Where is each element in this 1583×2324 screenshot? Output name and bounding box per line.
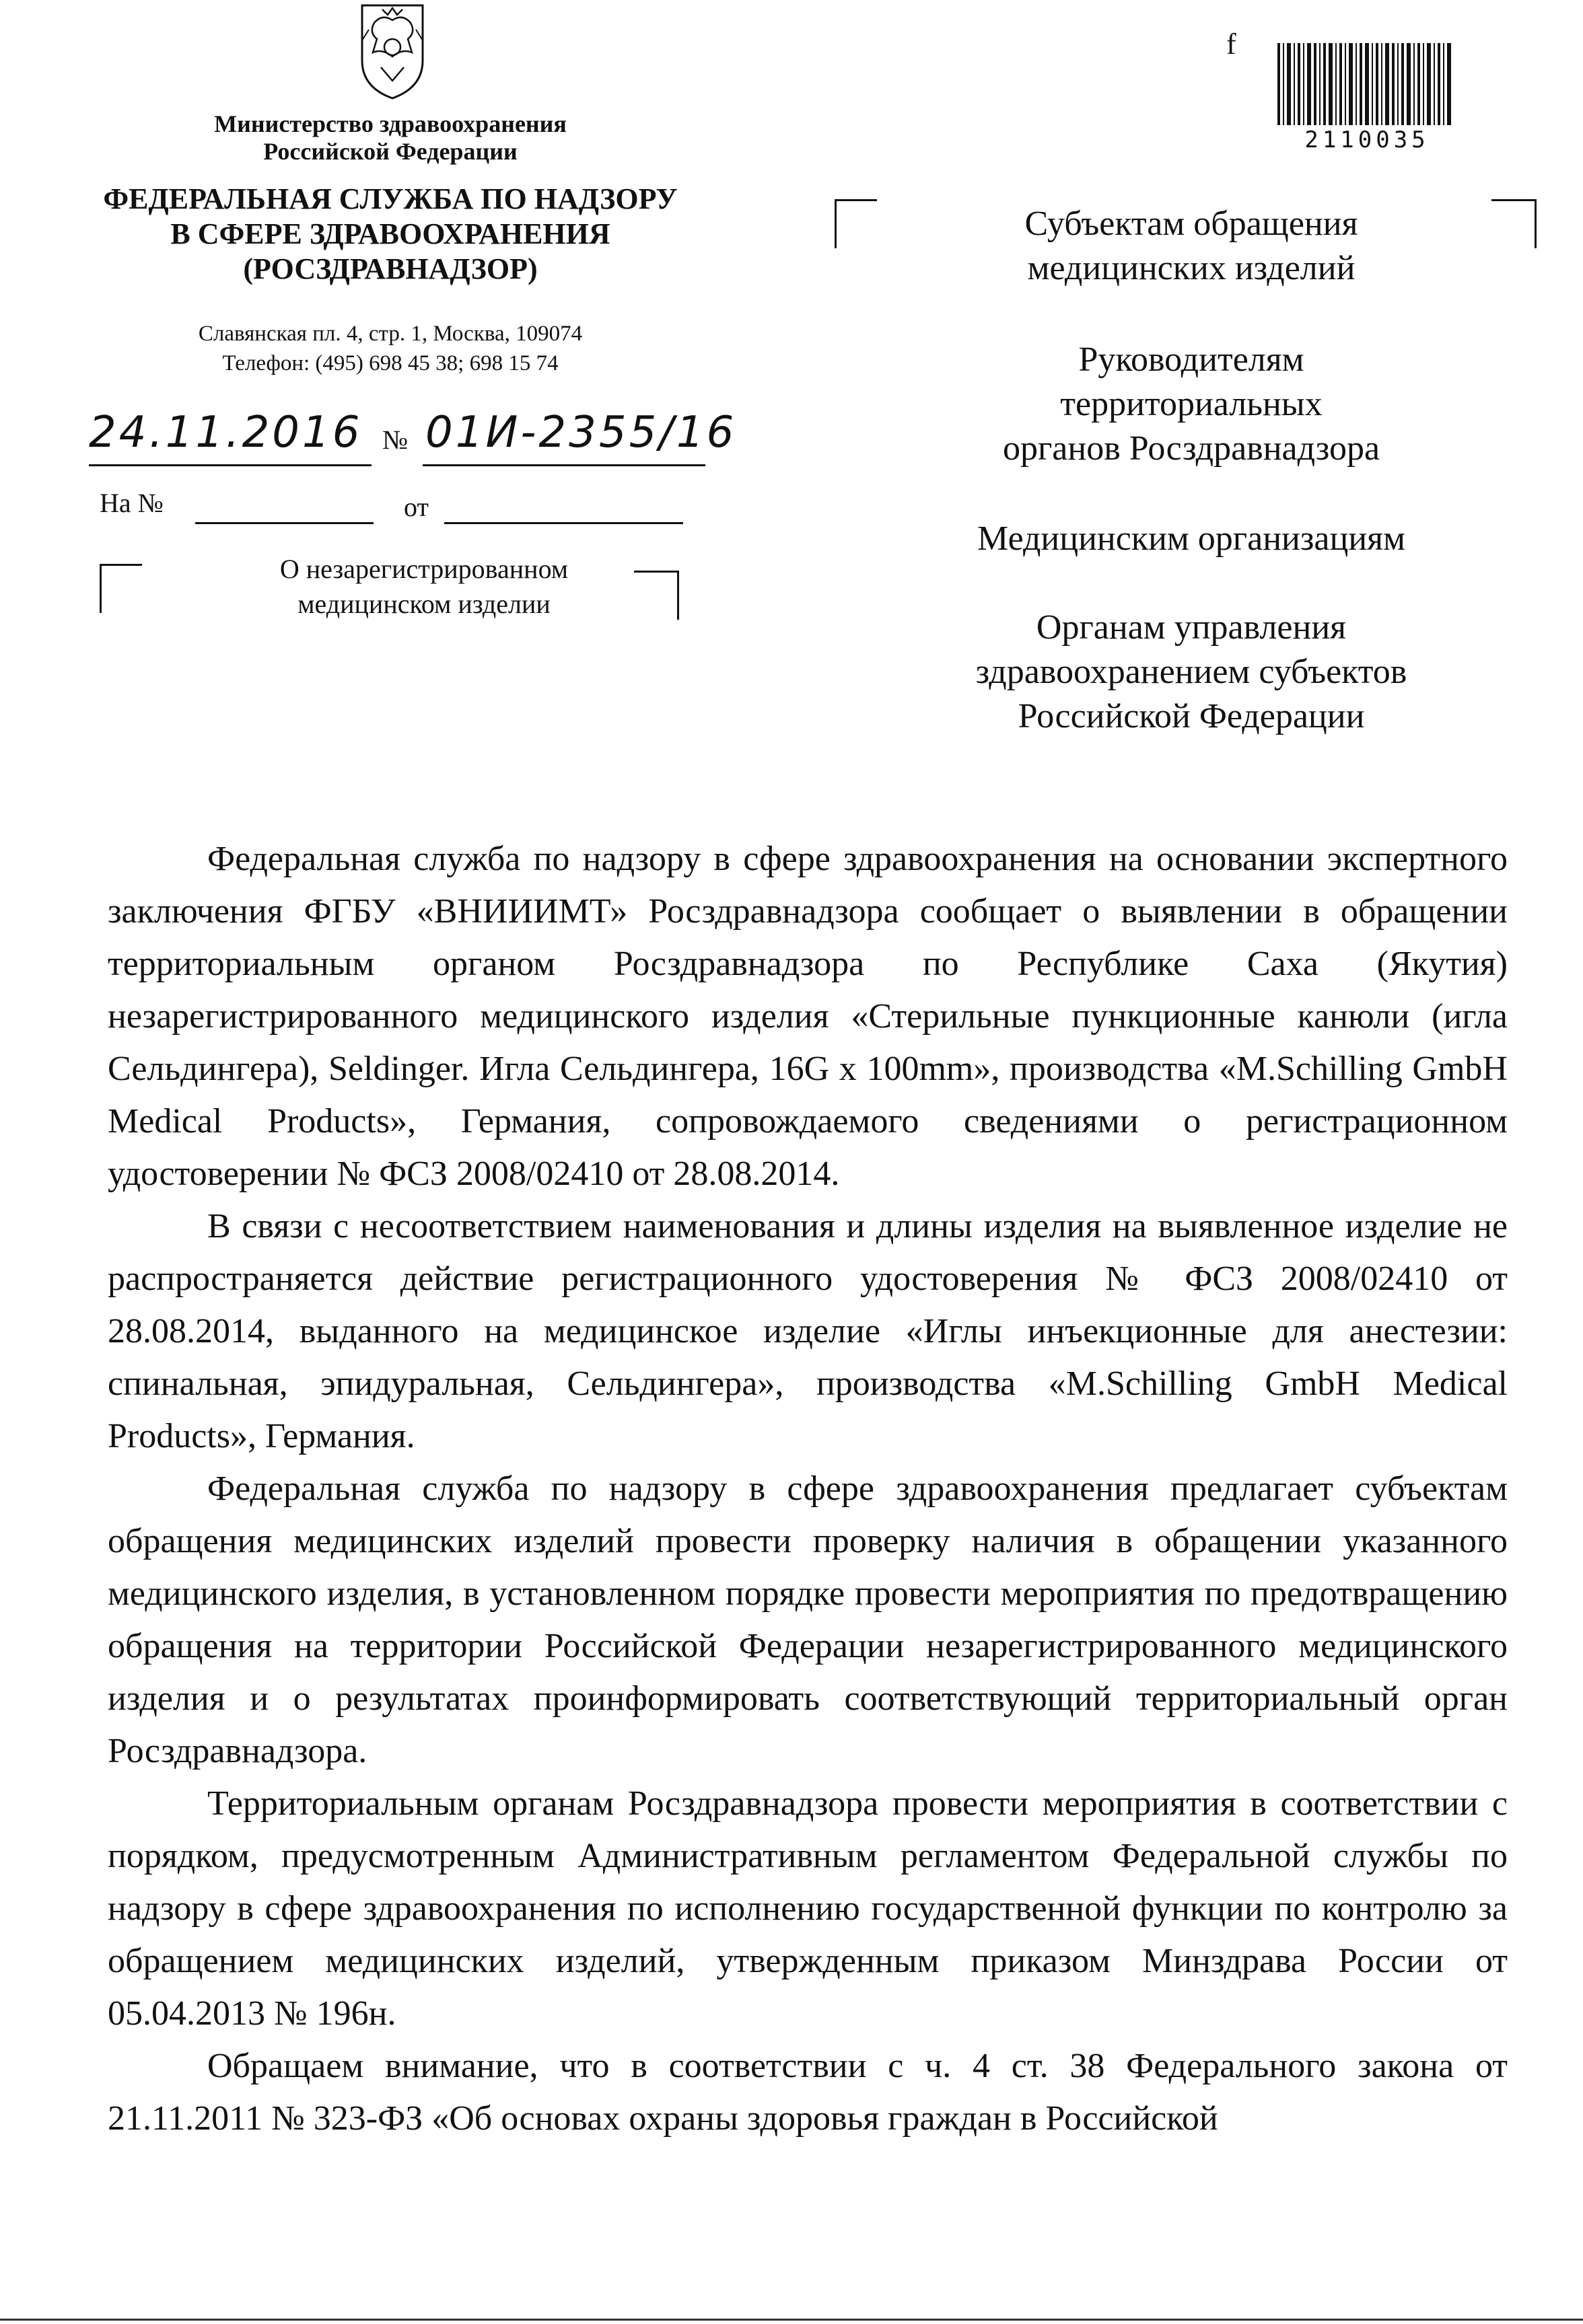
service-name-line3: (РОСЗДРАВНАДЗОР) xyxy=(243,252,538,285)
subject-line1: О незарегистрированном xyxy=(279,554,569,584)
body-paragraph: Обращаем внимание, что в соответствии с ч. 4 ст. 38 Федерального закона от 21.11.2011 № 323-ФЗ «Об основах охраны здоровья граждан в Российской xyxy=(108,2047,1508,2138)
service-name-line1: ФЕДЕРАЛЬНАЯ СЛУЖБА ПО НАДЗОРУ xyxy=(103,182,678,215)
recipient-territorial-heads xyxy=(895,338,1487,471)
recipient-line: Субъектам обращения xyxy=(1024,205,1358,243)
reply-from-label: от xyxy=(404,492,429,522)
body-paragraph: Территориальным органам Росздравнадзора провести мероприятия в соответствии с порядком, предусмотренным Административным регламентом Федеральной службы по надзору в сфере здравоохранения по исполнению государственной функции по контролю за обращением медицинских изделий, утвержденным приказом Минздрава России от 05.04.2013 № 196н. xyxy=(108,1784,1508,2033)
ministry-name-line1: Министерство здравоохранения xyxy=(214,110,567,137)
service-name-line2: В СФЕРЕ ЗДРАВООХРАНЕНИЯ xyxy=(170,217,610,250)
recipient-line: Органам управления xyxy=(1036,608,1347,647)
date-underline xyxy=(89,464,372,466)
recipient-line: органов Росздравнадзора xyxy=(1002,429,1380,468)
letter-number: 01И-2355/16 xyxy=(425,408,737,458)
service-address: Славянская пл. 4, стр. 1, Москва, 109074 xyxy=(198,322,583,346)
letter-date: 24.11.2016 xyxy=(89,408,363,458)
recipients-bracket-right xyxy=(1491,199,1537,248)
recipients-bracket-left xyxy=(835,199,877,248)
body-paragraph: Федеральная служба по надзору в сфере здравоохранения предлагает субъектам обращения медицинских изделий провести проверку наличия в обращении указанного медицинского изделия, в установленном порядке провести мероприятия по предотвращению обращения на территории Российской Федерации незарегистрированного медицинского изделия и о результатах проинформировать соответствующий территориальный орган Росздравнадзора. xyxy=(108,1469,1508,1770)
handwritten-mark: f xyxy=(1226,28,1236,61)
letter-body xyxy=(108,833,1508,2145)
recipient-line: территориальных xyxy=(1060,385,1323,423)
subject-bracket-right xyxy=(634,571,679,620)
recipient-medical-organizations xyxy=(895,517,1487,561)
reply-number-label: На № xyxy=(100,488,164,518)
reply-number-blank xyxy=(195,522,374,524)
barcode-number: 2110035 xyxy=(1304,126,1430,153)
barcode xyxy=(1277,43,1452,125)
number-underline xyxy=(423,464,705,466)
reply-from-blank xyxy=(444,522,683,524)
recipient-line: медицинских изделий xyxy=(1027,249,1356,287)
recipient-line: Российской Федерации xyxy=(1018,697,1365,735)
subject-line2: медицинском изделии xyxy=(297,589,551,619)
recipient-medical-device-subjects xyxy=(895,202,1487,291)
service-phone: Телефон: (495) 698 45 38; 698 15 74 xyxy=(222,351,559,375)
page-bottom-edge xyxy=(0,2319,1583,2321)
subject-bracket-left xyxy=(100,564,142,613)
number-label: № xyxy=(382,425,409,455)
coat-of-arms-emblem xyxy=(342,0,443,101)
recipient-line: здравоохранением субъектов xyxy=(975,653,1407,691)
letter-subject xyxy=(229,552,619,622)
recipient-health-authorities xyxy=(895,606,1487,739)
recipient-line: Медицинским организациям xyxy=(977,519,1405,558)
ministry-name-line2: Российской Федерации xyxy=(263,138,518,165)
body-paragraph: Федеральная служба по надзору в сфере здравоохранения на основании экспертного заключения ФГБУ «ВНИИИМТ» Росздравнадзора сообщает о выявлении в обращении территориальным органом Росздравнадзора по Республике Саха (Якутия) незарегистрированного медицинского изделия «Стерильные пункционные канюли (игла Сельдингера), Seldinger. Игла Сельдингера, 16G x 100mm», производства «M.Schilling GmbH Medical Products», Германия, сопровождаемого сведениями о регистрационном удостоверении № ФСЗ 2008/02410 от 28.08.2014. xyxy=(108,840,1508,1193)
recipient-line: Руководителям xyxy=(1078,340,1304,379)
body-paragraph: В связи с несоответствием наименования и длины изделия на выявленное изделие не распространяется действие регистрационного удостоверения № ФСЗ 2008/02410 от 28.08.2014, выданного на медицинское изделие «Иглы инъекционные для анестезии: спинальная, эпидуральная, Сельдингера», производства «M.Schilling GmbH Medical Products», Германия. xyxy=(108,1207,1508,1455)
